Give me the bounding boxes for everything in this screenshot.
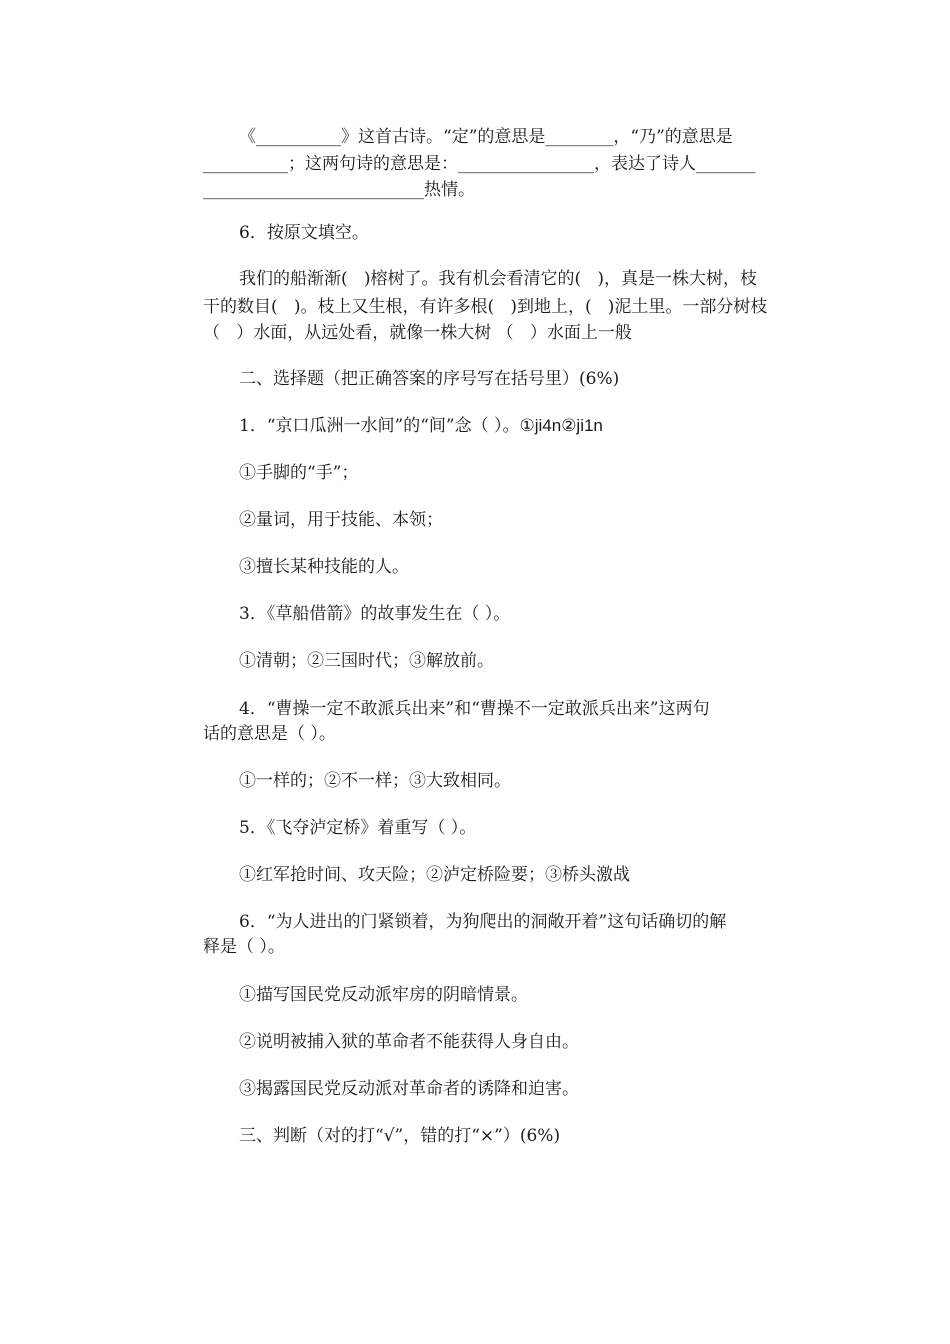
choice-q3-options: ①清朝；②三国时代；③解放前。 (239, 651, 494, 671)
poem-question-cont (203, 152, 809, 202)
choice-q1-stem: 1．“京口瓜洲一水间”的“间”念（ ）。 (239, 416, 520, 436)
choice-q6-stem (203, 910, 845, 934)
q6-passage (203, 267, 845, 291)
meaning-option-1: ①手脚的“手”； (239, 463, 359, 483)
choice-q1-options: ①ji4n②ji1n (519, 416, 603, 435)
choice-q6-option-2: ②说明被捕入狱的革命者不能获得人身自由。 (239, 1032, 579, 1052)
choice-q6-option-1: ①描写国民党反动派牢房的阴暗情景。 (239, 985, 528, 1005)
q6-passage-line-1: 我们的船渐渐( )榕树了。我有机会看清它的( )，真是一株大树，枝 (239, 269, 757, 289)
choice-q5-stem: 5．《飞夺泸定桥》着重写（ ）。 (239, 818, 477, 838)
q6-passage-line-3: （ ）水面，从远处看，就像一株大树 （ ）水面上一般 (203, 323, 632, 343)
choice-q4-stem-line-1: 4．“曹操一定不敢派兵出来”和“曹操不一定敢派兵出来”这两句 (239, 699, 710, 719)
q6-passage-line-2: 干的数目( )。枝上又生根，有许多根( )到地上，( )泥土里。一部分树枝 (203, 297, 768, 317)
poem-question-line-2: __________；这两句诗的意思是：________________，表达了诗人_______ (203, 154, 756, 174)
poem-question-line-1: 《__________》这首古诗。“定”的意思是________，“乃”的意思是 (239, 127, 733, 147)
meaning-option-3: ③擅长某种技能的人。 (239, 557, 409, 577)
choice-q6-option-3: ③揭露国民党反动派对革命者的诱降和迫害。 (239, 1079, 579, 1099)
q6-passage-cont (203, 295, 809, 345)
meaning-option-2: ②量词，用于技能、本领； (239, 510, 443, 530)
q6-heading: 6．按原文填空。 (239, 223, 369, 243)
choice-q6-stem-cont: 释是（ ）。 (203, 937, 285, 957)
choice-q4-options: ①一样的；②不一样；③大致相同。 (239, 771, 511, 791)
choice-q4-stem (203, 697, 845, 721)
choice-q3-stem: 3．《草船借箭》的故事发生在（ ）。 (239, 604, 511, 624)
section-3-title: 三、判断（对的打“√”，错的打“×”）(6%) (239, 1126, 561, 1146)
choice-q6-stem-line-1: 6．“为人进出的门紧锁着，为狗爬出的洞敞开着”这句话确切的解 (239, 912, 727, 932)
section-2-title: 二、选择题（把正确答案的序号写在括号里）(6%) (239, 369, 620, 389)
choice-q1 (203, 414, 845, 438)
poem-question (203, 125, 845, 149)
choice-q5-options: ①红军抢时间、攻天险；②泸定桥险要；③桥头激战 (239, 865, 630, 885)
choice-q4-stem-cont: 话的意思是（ ）。 (203, 724, 336, 744)
poem-question-line-3: __________________________热情。 (203, 180, 475, 200)
